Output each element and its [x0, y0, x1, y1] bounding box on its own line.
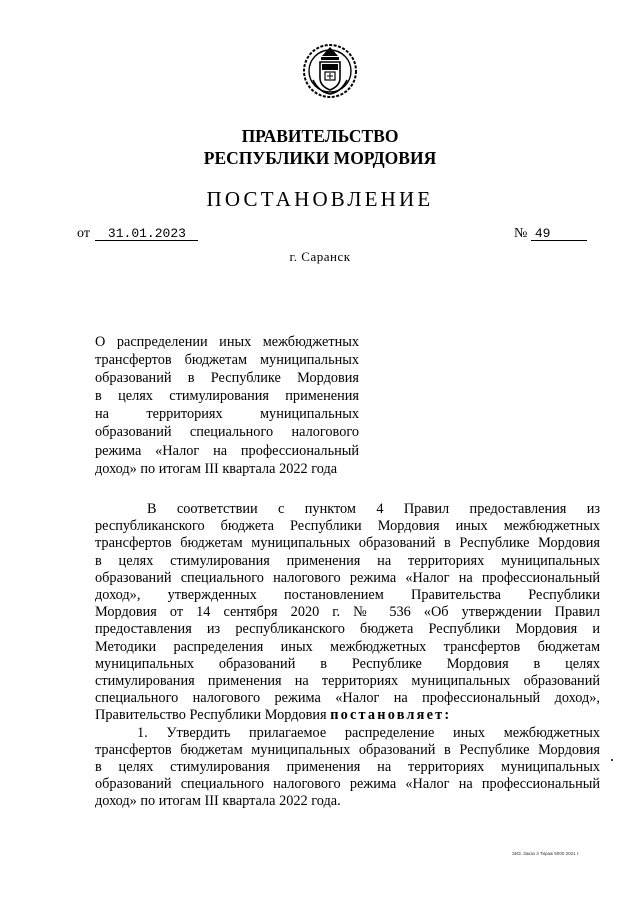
date-value: 31.01.2023: [95, 227, 198, 241]
body-line-text: Правительство Республики Мордовия: [95, 707, 327, 724]
body-line: [95, 707, 600, 724]
number-field: [514, 226, 587, 242]
body-line: доход» по итогам III квартала 2022 года.: [95, 793, 341, 810]
document-subject: [95, 333, 359, 478]
decree-word: постановляет:: [330, 707, 452, 724]
body-line: образований специального налогового режима «Налог на профессиональный: [95, 569, 600, 586]
body-line: стимулирования применения на территориях муниципальных образований: [95, 673, 600, 690]
document-type: ПОСТАНОВЛЕНИЕ: [206, 187, 434, 211]
coat-of-arms-icon: [301, 40, 359, 100]
subject-line: на территориях муниципальных: [95, 406, 359, 423]
subject-line: образований в Республике Мордовия: [95, 370, 359, 387]
date-field: [77, 226, 198, 242]
body-line: Методики распределения иных межбюджетных трансфертов бюджетам: [95, 638, 600, 655]
body-line: 1. Утвердить прилагаемое распределение иных межбюджетных: [137, 724, 600, 741]
number-value: 49: [531, 227, 587, 241]
subject-line: трансфертов бюджетам муниципальных: [95, 352, 359, 369]
org-name-line2: РЕСПУБЛИКИ МОРДОВИЯ: [203, 148, 437, 168]
body-line: предоставления из республиканского бюджета Республики Мордовия и: [95, 621, 600, 638]
org-name-line1: ПРАВИТЕЛЬСТВО: [241, 126, 399, 146]
subject-line: О распределении иных межбюджетных: [95, 334, 359, 350]
subject-line: режима «Налог на профессиональный: [95, 442, 359, 459]
body-line: трансфертов бюджетам муниципальных образований в Республике Мордовия: [95, 741, 600, 758]
body-line: трансфертов бюджетам муниципальных образований в Республике Мордовия: [95, 535, 600, 552]
subject-line: в целях стимулирования применения: [95, 388, 359, 405]
body-line: Мордовия от 14 сентября 2020 г. № 536 «Об утверждении Правил: [95, 604, 600, 621]
date-prefix: от: [77, 226, 90, 241]
body-line: в целях стимулирования применения на территориях муниципальных: [95, 552, 600, 569]
document-body: [95, 501, 600, 811]
body-line: муниципальных образований в Республике Мордовия в целях: [95, 655, 600, 672]
subject-line: образований специального налогового: [95, 424, 359, 441]
subject-line: доход» по итогам III квартала 2022 года: [95, 460, 338, 477]
body-line: республиканского бюджета Республики Мордовия иных межбюджетных: [95, 518, 600, 535]
stray-mark: [611, 759, 613, 761]
body-line: доход», утвержденных постановлением Правительства Республики: [95, 587, 600, 604]
body-line: в целях стимулирования применения на территориях муниципальных: [95, 759, 600, 776]
body-line: специального налогового режима «Налог на профессиональный доход»,: [95, 690, 600, 707]
number-prefix: №: [514, 226, 528, 241]
body-line: В соответствии с пунктом 4 Правил предоставления из: [147, 501, 600, 517]
body-line: образований специального налогового режима «Налог на профессиональный: [95, 776, 600, 793]
print-code: ЗИЗ. Заказ 3 Тираж 5000 2021 г.: [512, 851, 580, 856]
city: г. Саранск: [289, 249, 351, 264]
